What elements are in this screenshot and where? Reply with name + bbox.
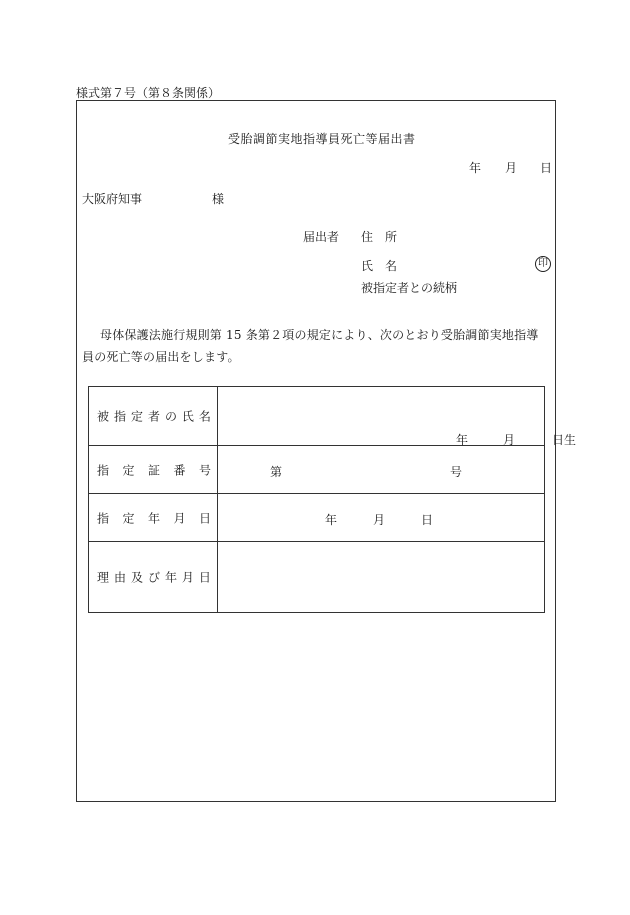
date-day-label: 日	[540, 161, 553, 175]
reason-date-cell[interactable]	[218, 542, 545, 613]
birth-day-label: 日生	[552, 433, 577, 447]
form-number: 様式第７号（第８条関係）	[76, 86, 221, 100]
certificate-number-cell[interactable]	[218, 446, 545, 494]
table-row	[89, 542, 545, 613]
certificate-number-label: 指 定 証 番 号	[97, 463, 211, 477]
addressee-honorific: 様	[212, 192, 225, 206]
birth-year-label: 年	[456, 433, 469, 447]
certificate-prefix: 第	[270, 465, 283, 479]
table-row	[89, 387, 545, 446]
table-row	[89, 494, 545, 542]
designation-month-label: 月	[373, 513, 386, 527]
designation-day-label: 日	[421, 513, 434, 527]
designee-name-cell[interactable]	[218, 387, 577, 447]
certificate-suffix: 号	[450, 465, 463, 479]
designation-date-cell[interactable]	[218, 494, 545, 542]
table-row	[89, 446, 545, 494]
date-year-label: 年	[469, 161, 482, 175]
seal-icon: 印	[535, 256, 551, 272]
label-cell	[89, 494, 218, 542]
document-title: 受胎調節実地指導員死亡等届出書	[228, 132, 416, 146]
label-cell	[89, 542, 218, 613]
designation-year-label: 年	[325, 513, 338, 527]
notifier-name-label: 氏 名	[361, 259, 398, 273]
notifier-relationship-label: 被指定者との続柄	[361, 281, 458, 295]
label-cell	[89, 446, 218, 494]
notifier-label: 届出者	[303, 230, 340, 244]
birth-month-label: 月	[503, 433, 516, 447]
designee-name-label: 被 指 定 者 の 氏 名	[97, 409, 211, 424]
statement-text: 母体保護法施行規則第 15 条第２項の規定により、次のとおり受胎調節実地指導員の死亡等の届出をします。	[82, 328, 539, 364]
designation-date-label: 指 定 年 月 日	[97, 511, 211, 525]
notifier-address-label: 住 所	[361, 230, 398, 244]
details-table	[88, 386, 577, 613]
addressee-name: 大阪府知事	[82, 192, 143, 206]
reason-date-label: 理 由 及 び 年 月 日	[97, 570, 211, 585]
label-cell	[89, 387, 218, 446]
date-month-label: 月	[505, 161, 518, 175]
